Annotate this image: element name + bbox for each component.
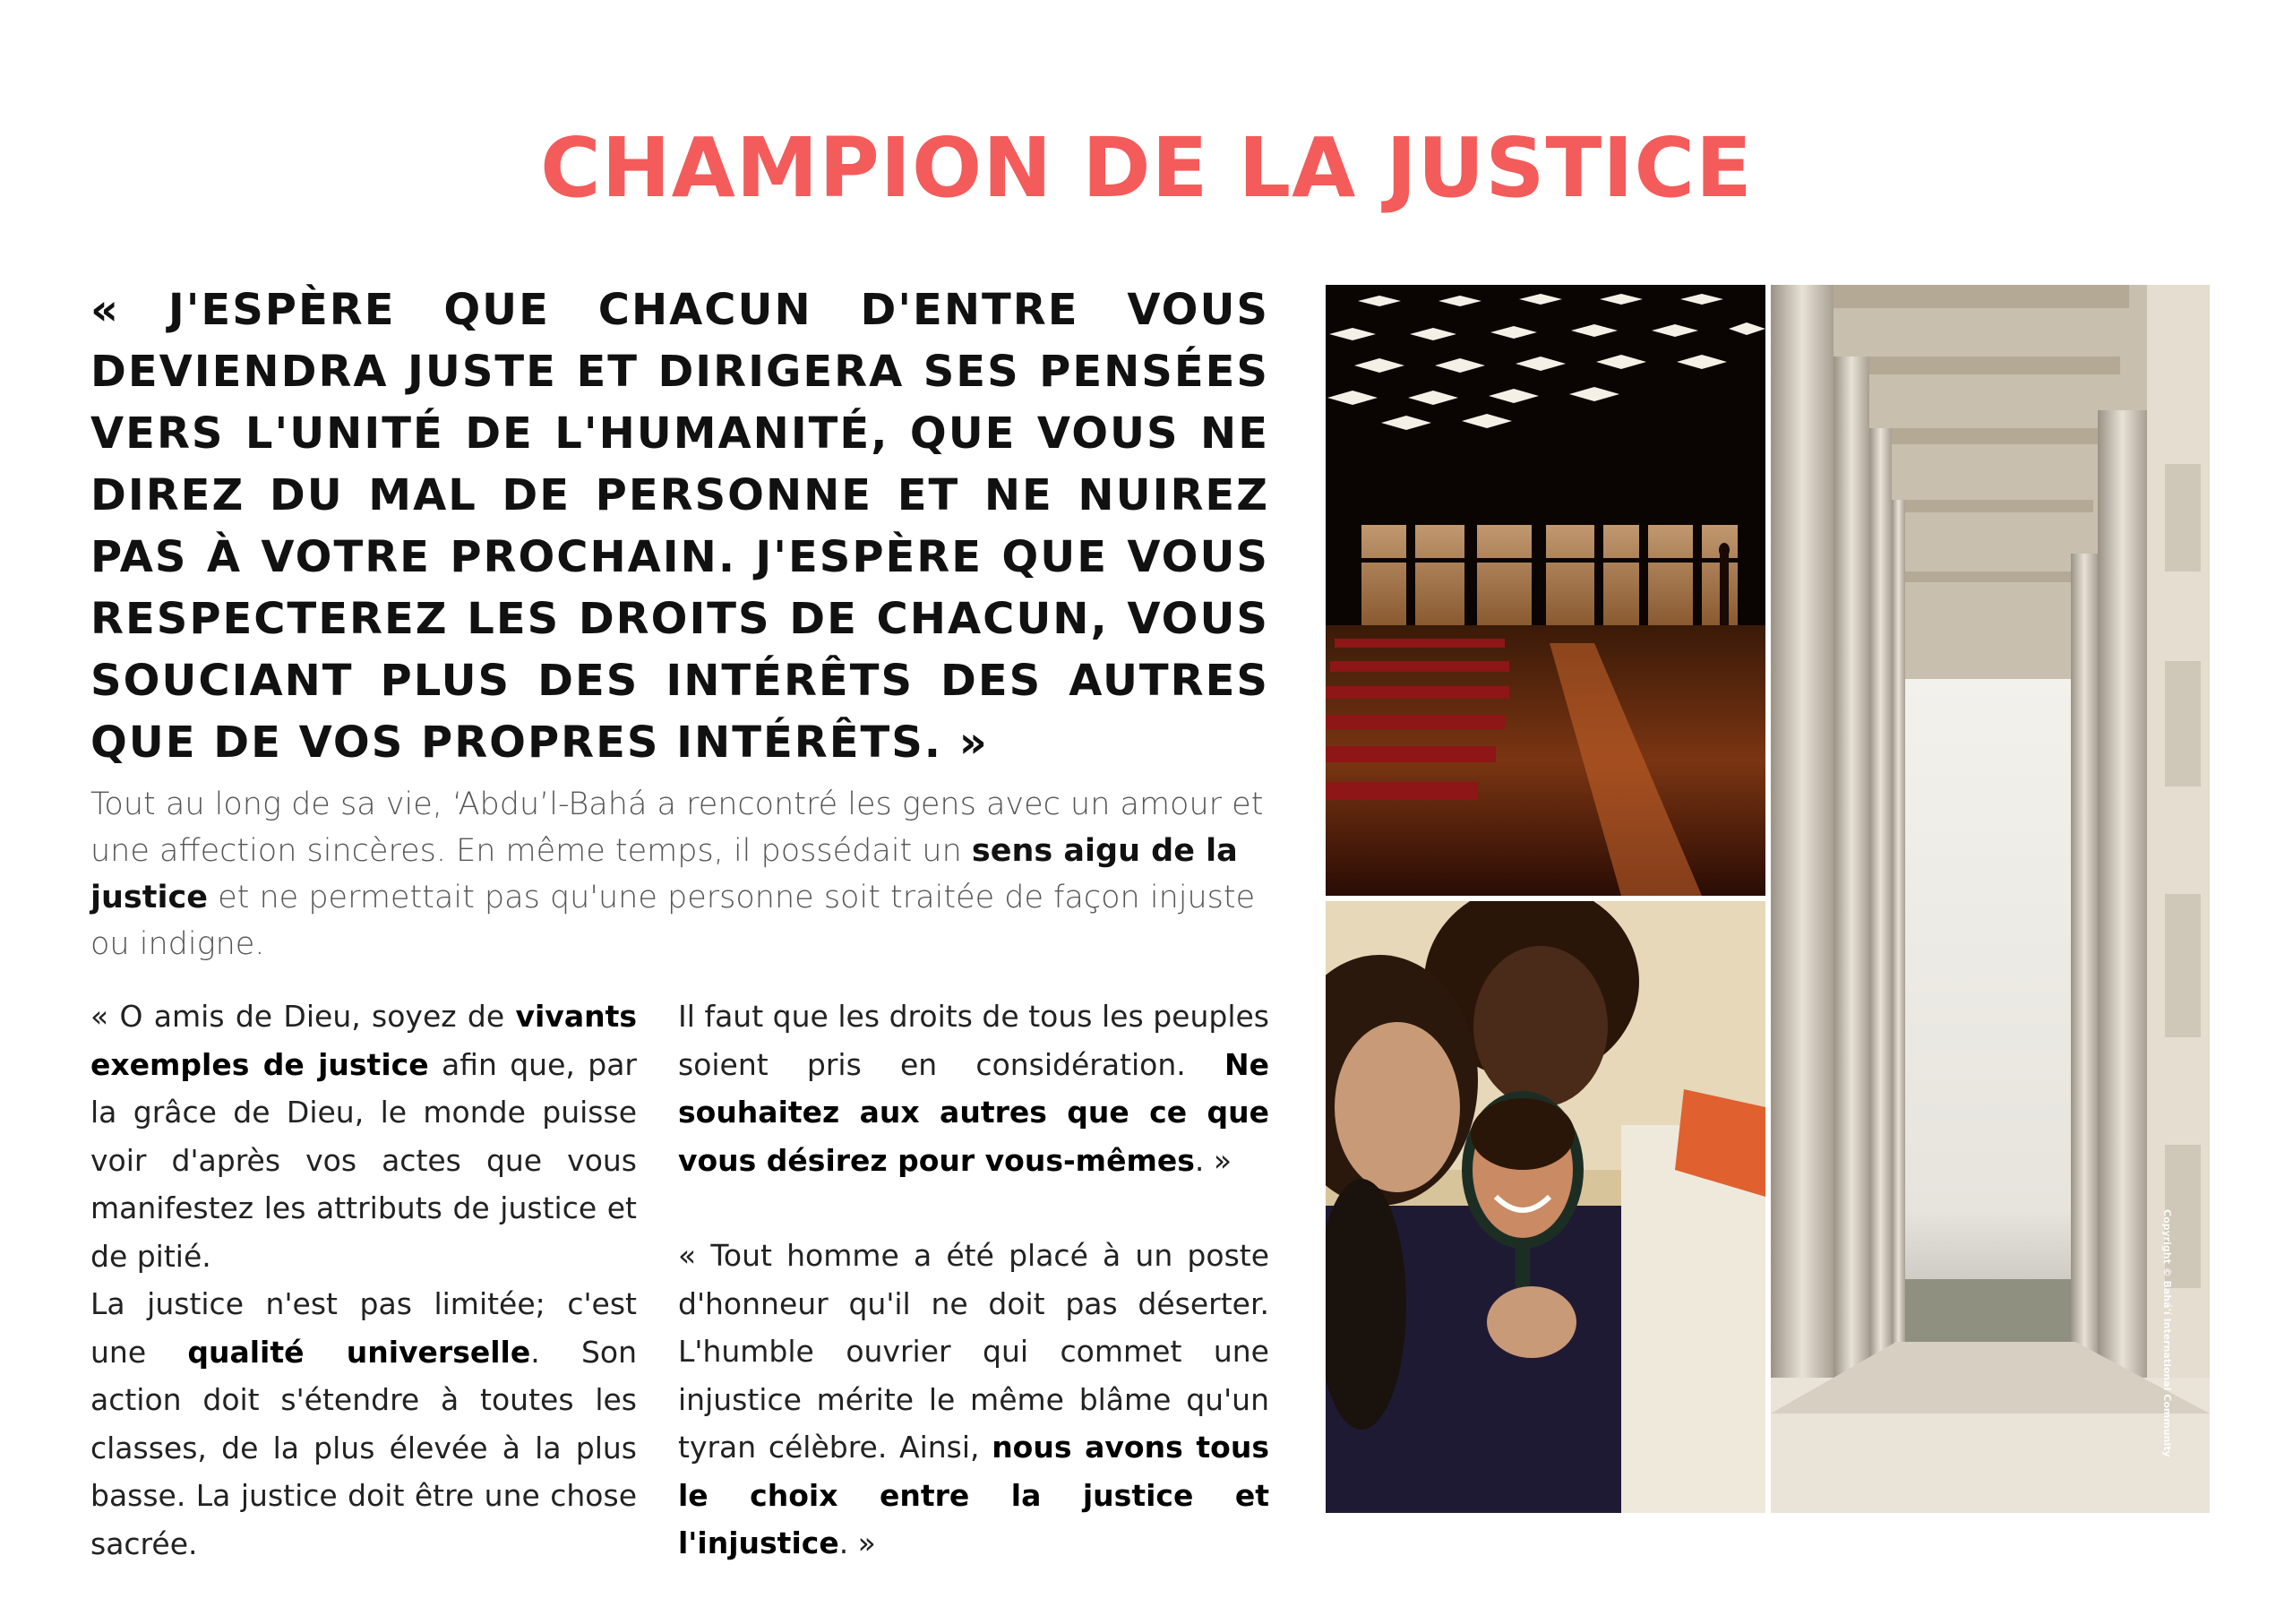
right-column — [678, 992, 1269, 1568]
left-paragraph-2 — [90, 1280, 637, 1568]
hall-photo — [1326, 285, 1765, 896]
left-p1-emphasis: vivants exemples de justice — [90, 999, 637, 1082]
left-p1-text-end: afin que, par la grâce de Dieu, le monde puisse voir d'après vos actes que vous manifestez les attributs de justice et de pitié. — [90, 1046, 637, 1274]
right-p1-text-end: . » — [1194, 1142, 1232, 1178]
colonnade-photo — [1771, 285, 2210, 1513]
right-p2-text: « Tout homme a été placé à un poste d'honneur qu'il ne doit pas déserter. L'humble ouvrier qui commet une injustice mérite le même blâme qu'un tyran célèbre. Ainsi, — [678, 1238, 1269, 1465]
right-p1-text: Il faut que les droits de tous les peuples soient pris en considération. — [678, 999, 1269, 1082]
paragraph-gap — [678, 1184, 1269, 1232]
children-mirror-photo — [1326, 901, 1765, 1513]
page-title: CHAMPION DE LA JUSTICE — [540, 120, 1753, 216]
intro-emphasis: sens aigu de la justice — [90, 833, 1238, 915]
left-p2-text: La justice n'est pas limitée; c'est une — [90, 1286, 637, 1370]
intro-paragraph — [90, 781, 1273, 967]
right-p1-emphasis: Ne souhaitez aux autres que ce que vous désirez pour vous-mêmes — [678, 1046, 1269, 1178]
left-paragraph-1 — [90, 992, 637, 1280]
right-paragraph-1 — [678, 992, 1269, 1184]
left-p2-text-end: . Son action doit s'étendre à toutes les classes, de la plus élevée à la plus basse. La justice doit être une chose sacrée. — [90, 1334, 637, 1561]
main-quote: « J'ESPÈRE QUE CHACUN D'ENTRE VOUS DEVIENDRA JUSTE ET DIRIGERA SES PENSÉES VERS L'UNITÉ DE L'HUMANITÉ, QUE VOUS NE DIREZ DU MAL DE PERSONNE ET NE NUIREZ PAS À VOTRE PROCHAIN. J'ESPÈRE QUE VOUS RESPECTEREZ LES DROITS DE CHACUN, VOUS SOUCIANT PLUS DES INTÉRÊTS DES AUTRES QUE DE VOS PROPRES INTÉRÊTS. » — [90, 285, 1269, 768]
right-paragraph-2 — [678, 1232, 1269, 1568]
intro-text-start: Tout au long de sa vie, ‘Abdu’l-Bahá a rencontré les gens avec un amour et une affection sincères. En même temps, il possédait un — [90, 786, 1264, 869]
intro-text-end: et ne permettait pas qu'une personne soit traitée de façon injuste ou indigne. — [90, 880, 1256, 962]
left-column — [90, 992, 637, 1568]
left-p2-emphasis: qualité universelle — [187, 1334, 531, 1370]
right-p2-text-end: . » — [838, 1525, 876, 1560]
right-p2-emphasis: nous avons tous le choix entre la justice et l'injustice — [678, 1430, 1269, 1560]
copyright-notice: Copyright © Bahá'í International Community — [2161, 1209, 2173, 1457]
left-p1-text: « O amis de Dieu, soyez de — [90, 999, 516, 1034]
